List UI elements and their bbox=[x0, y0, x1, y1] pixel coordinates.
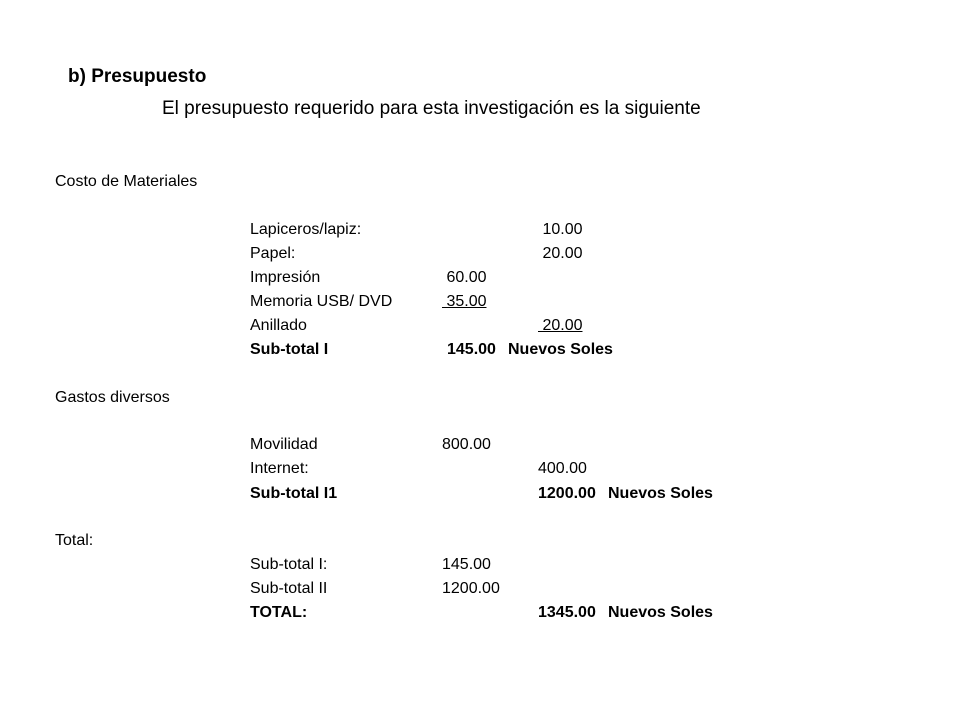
grand-total-value: 1345.00 bbox=[538, 604, 596, 621]
item-value: 800.00 bbox=[442, 436, 491, 453]
subtotal-value: 1200.00 bbox=[538, 485, 596, 502]
subtotal-label: Sub-total I1 bbox=[250, 485, 338, 502]
subtotal-label: Sub-total I bbox=[250, 341, 329, 358]
item-value: 60.00 bbox=[442, 269, 487, 286]
intro-text: El presupuesto requerido para esta investigación es la siguiente bbox=[162, 98, 701, 119]
section-heading: b) Presupuesto bbox=[68, 66, 207, 87]
item-name: Anillado bbox=[250, 317, 307, 334]
item-value: 145.00 bbox=[442, 556, 491, 573]
item-value: 20.00 bbox=[538, 317, 583, 334]
item-name: Memoria USB/ DVD bbox=[250, 293, 393, 310]
total-label: Total: bbox=[55, 532, 94, 549]
grand-total-label: TOTAL: bbox=[250, 604, 308, 621]
item-name: Lapiceros/lapiz: bbox=[250, 221, 362, 238]
item-value: 35.00 bbox=[442, 293, 487, 310]
item-name: Internet: bbox=[250, 460, 309, 477]
item-name: Impresión bbox=[250, 269, 321, 286]
item-name: Papel: bbox=[250, 245, 296, 262]
grand-total-unit: Nuevos Soles bbox=[608, 604, 713, 621]
item-name: Movilidad bbox=[250, 436, 318, 453]
item-value: 400.00 bbox=[538, 460, 587, 477]
subtotal-value: 145.00 bbox=[447, 341, 496, 358]
item-name: Sub-total I: bbox=[250, 556, 328, 573]
item-value: 10.00 bbox=[538, 221, 583, 238]
item-value: 1200.00 bbox=[442, 580, 500, 597]
subtotal-unit: Nuevos Soles bbox=[508, 341, 613, 358]
item-value: 20.00 bbox=[538, 245, 583, 262]
item-name: Sub-total II bbox=[250, 580, 328, 597]
materials-label: Costo de Materiales bbox=[55, 173, 198, 190]
expenses-label: Gastos diversos bbox=[55, 389, 170, 406]
subtotal-unit: Nuevos Soles bbox=[608, 485, 713, 502]
